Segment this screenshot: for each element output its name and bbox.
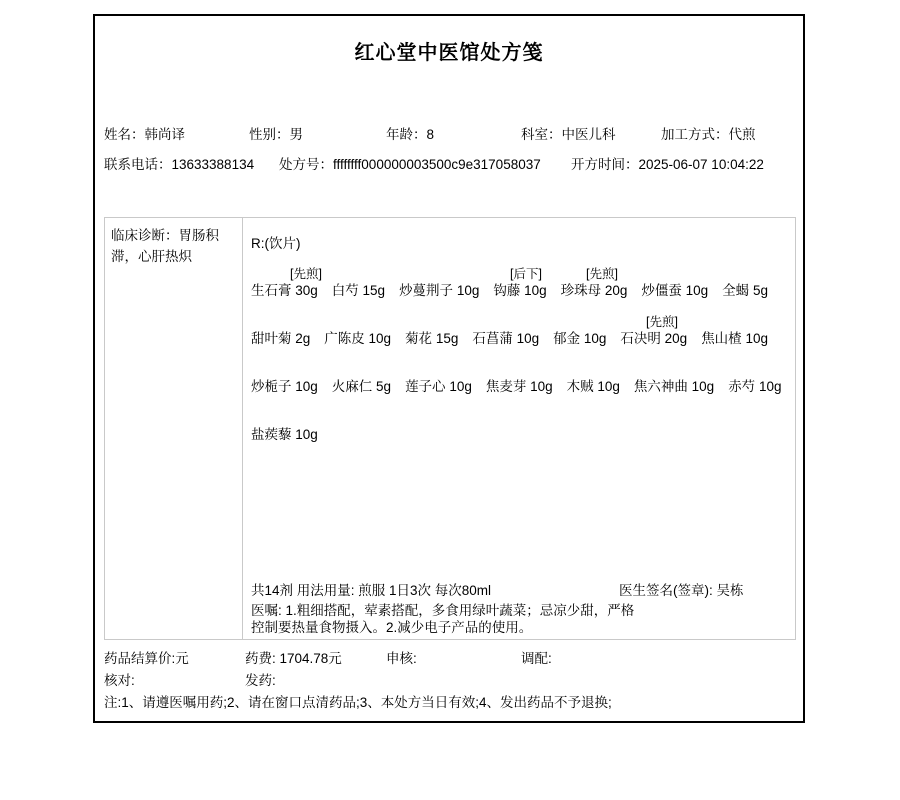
- medicine-item: 钩藤 10g: [493, 283, 547, 298]
- medicine-item: 白芍 15g: [331, 283, 386, 298]
- medicine-item: 石决明 20g: [620, 331, 688, 346]
- field-patient-name: [104, 123, 185, 143]
- field-value: ffffffff000000003500c9e317058037: [333, 157, 541, 172]
- medicine-row-1: [251, 279, 782, 299]
- decoction-annotation-row-2: [243, 312, 795, 328]
- prescription-body: [243, 218, 795, 639]
- field-value: 8: [426, 127, 435, 142]
- medicine-item: 焦麦芽 10g: [485, 379, 553, 394]
- medicine-row-2: [251, 327, 782, 347]
- medicine-item: 炒僵蚕 10g: [641, 283, 709, 298]
- field-department: [521, 123, 616, 143]
- field-value: 韩尚译: [144, 127, 185, 142]
- dosage-usage: 共14剂 用法用量: 煎服 1日3次 每次80ml: [251, 583, 492, 598]
- medicine-item: 郁金 10g: [553, 331, 607, 346]
- medicine-item: 火麻仁 5g: [331, 379, 392, 394]
- field-label: 性别：: [249, 127, 290, 142]
- field-value: 男: [289, 127, 303, 142]
- field-label: 开方时间：: [571, 157, 639, 172]
- decoction-note-houxia: [后下]: [510, 267, 542, 281]
- medicine-item: 甜叶菊 2g: [251, 331, 311, 346]
- field-phone: [104, 153, 254, 173]
- field-processing-method: [661, 123, 756, 143]
- medicine-item: 全蝎 5g: [722, 283, 768, 298]
- doctor-signature: 医生签名(签章): 吴栋: [619, 583, 744, 598]
- field-value: 中医儿科: [561, 127, 616, 142]
- dispense-label: 发药:: [245, 673, 276, 688]
- medicine-item: 赤芍 10g: [728, 379, 782, 394]
- medicine-item: 菊花 15g: [405, 331, 459, 346]
- medicine-item: 焦山楂 10g: [701, 331, 768, 346]
- decoction-annotation-row-1: [243, 264, 795, 280]
- medicine-item: 木贼 10g: [566, 379, 620, 394]
- medicine-fee: 药费: 1704.78元: [245, 651, 342, 666]
- field-value: 2025-06-07 10:04:22: [638, 157, 764, 172]
- prepare-label: 调配:: [521, 651, 552, 666]
- field-gender: [249, 123, 303, 143]
- field-value: 13633388134: [171, 157, 255, 172]
- review-label: 申核:: [386, 651, 417, 666]
- decoction-note-xianjian: [先煎]: [646, 315, 678, 329]
- medicine-item: 广陈皮 10g: [324, 331, 392, 346]
- field-rx-number: [279, 153, 541, 173]
- footer-note: 注:1、请遵医嘱用药;2、请在窗口点清药品;3、本处方当日有效;4、发出药品不予退换;: [104, 695, 612, 710]
- medicine-row-3: [251, 375, 795, 395]
- prescription-table: [104, 217, 796, 640]
- rx-header: R:(饮片): [251, 236, 301, 251]
- medical-advice: 医嘱: 1.粗细搭配，荤素搭配，多食用绿叶蔬菜；忌凉少甜，严格控制要热量食物摄入。2.减少电子产品的使用。: [251, 603, 635, 635]
- medicine-row-4: [251, 423, 332, 443]
- medicine-item: 生石膏 30g: [251, 283, 318, 298]
- field-label: 年龄：: [386, 127, 427, 142]
- medicine-item: 莲子心 10g: [405, 379, 472, 394]
- medicine-item: 炒栀子 10g: [251, 379, 318, 394]
- field-age: [386, 123, 434, 143]
- decoction-note-xianjian: [先煎]: [586, 267, 618, 281]
- settle-price-label: 药品结算价:元: [104, 651, 189, 666]
- prescription-sheet: [93, 14, 805, 723]
- page-title: 红心堂中医馆处方笺: [354, 42, 544, 64]
- medicine-item: 焦六神曲 10g: [633, 379, 715, 394]
- field-label: 科室：: [521, 127, 562, 142]
- field-label: 加工方式：: [661, 127, 729, 142]
- field-value: 代煎: [728, 127, 756, 142]
- check-label: 核对:: [104, 673, 135, 688]
- clinical-diagnosis: 临床诊断：胃肠积滞，心肝热炽: [105, 218, 243, 639]
- field-label: 处方号：: [279, 157, 333, 172]
- field-label: 联系电话：: [104, 157, 172, 172]
- medicine-item: 石菖蒲 10g: [472, 331, 540, 346]
- medicine-item: 珍珠母 20g: [560, 283, 628, 298]
- decoction-note-xianjian: [先煎]: [290, 267, 322, 281]
- medicine-item: 盐蒺藜 10g: [251, 427, 318, 442]
- field-label: 姓名：: [104, 127, 145, 142]
- medicine-item: 炒蔓荆子 10g: [399, 283, 480, 298]
- field-rx-time: [571, 153, 764, 173]
